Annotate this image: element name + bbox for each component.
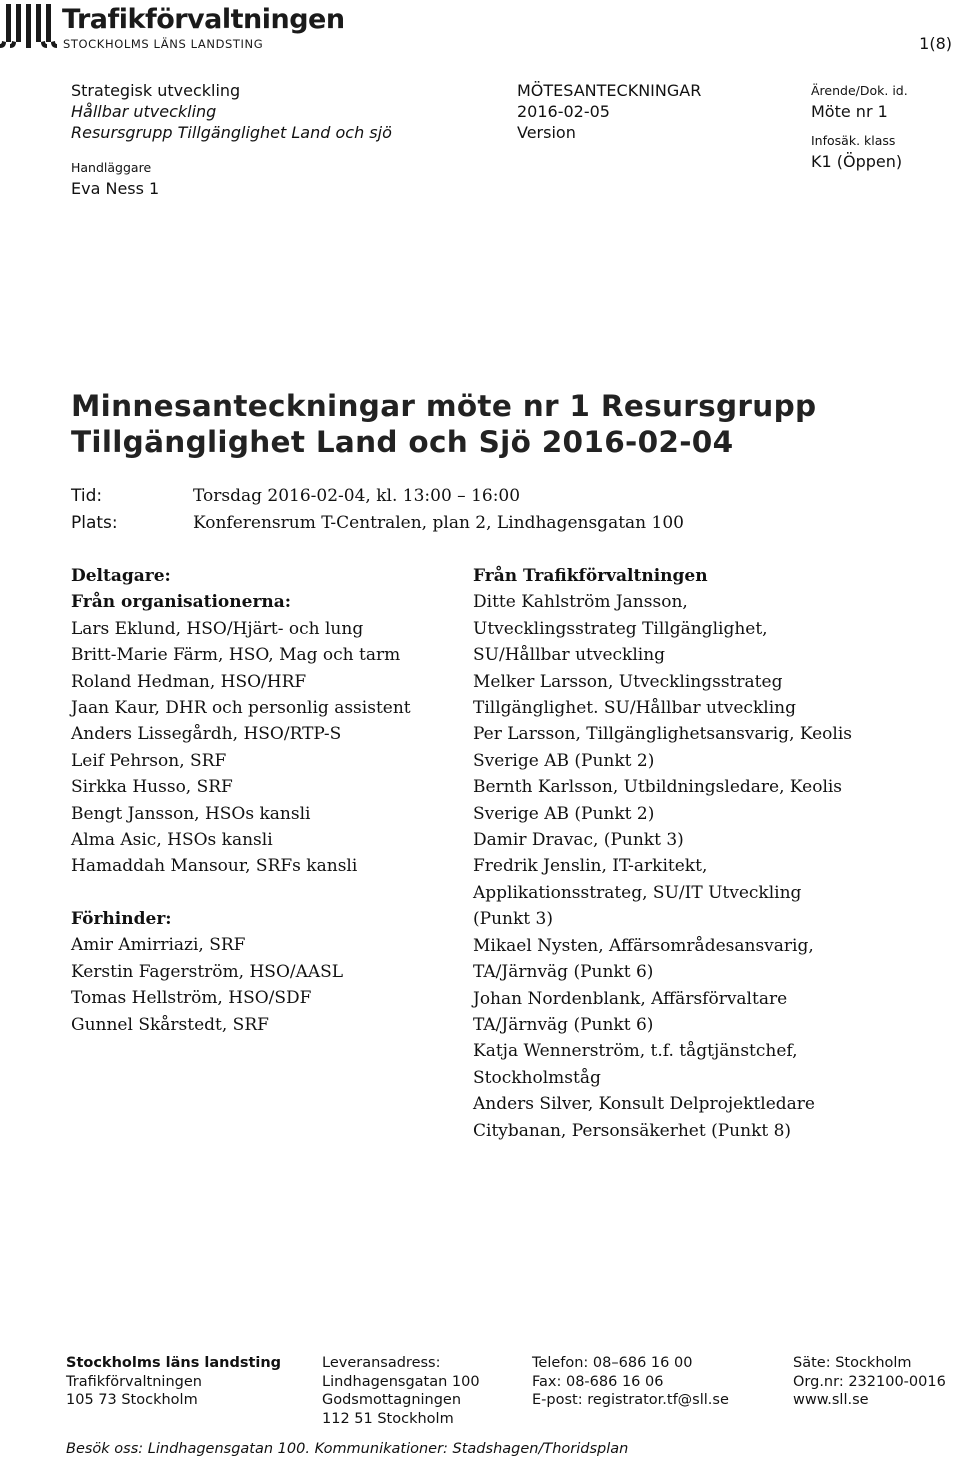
time-row <box>71 486 102 506</box>
footer-registration <box>793 1354 946 1410</box>
footer-org-address: 105 73 Stockholm <box>66 1392 198 1408</box>
place-row <box>71 513 118 533</box>
title-line-2: Tillgänglighet Land och Sjö 2016-02-04 <box>71 425 734 459</box>
brand-name: Trafikförvaltningen <box>62 4 345 35</box>
footer-delivery-street: Lindhagensgatan 100 <box>322 1373 480 1390</box>
tf-line: Citybanan, Personsäkerhet (Punkt 8) <box>473 1120 792 1141</box>
tf-line: TA/Järnväg (Punkt 6) <box>473 962 654 983</box>
unit: Hållbar utveckling <box>71 102 217 121</box>
brand-subtitle: STOCKHOLMS LÄNS LANDSTING <box>63 37 264 51</box>
org-participant: Sirkka Husso, SRF <box>71 777 233 798</box>
handler-name: Eva Ness 1 <box>71 179 160 198</box>
footer-seat: Säte: Stockholm <box>793 1355 912 1371</box>
absent-participant: Gunnel Skårstedt, SRF <box>71 1014 269 1035</box>
absent-participant: Kerstin Fagerström, HSO/AASL <box>71 961 344 982</box>
org-participant: Leif Pehrson, SRF <box>71 750 227 771</box>
footer-delivery <box>322 1354 480 1428</box>
org-participant: Britt-Marie Färm, HSO, Mag och tarm <box>71 645 401 666</box>
spacer <box>71 880 411 906</box>
tf-line: Utvecklingsstrateg Tillgänglighet, <box>473 618 768 639</box>
tf-line: Damir Dravac, (Punkt 3) <box>473 830 684 851</box>
org-participant: Anders Lissegårdh, HSO/RTP-S <box>71 724 342 745</box>
absent-participant: Tomas Hellström, HSO/SDF <box>71 988 312 1009</box>
meta-right <box>811 80 908 172</box>
tf-line: Ditte Kahlström Jansson, <box>473 592 688 613</box>
version-label: Version <box>517 123 576 142</box>
footer-org-name: Stockholms läns landsting <box>66 1355 282 1371</box>
document-title <box>71 388 816 460</box>
place-value: Konferensrum T-Centralen, plan 2, Lindhagensgatan 100 <box>193 513 684 533</box>
tf-line: Anders Silver, Konsult Delprojektledare <box>473 1094 815 1115</box>
tf-line: Melker Larsson, Utvecklingsstrateg <box>473 671 783 692</box>
doc-type: MÖTESANTECKNINGAR <box>517 81 702 100</box>
tf-line: SU/Hållbar utveckling <box>473 645 666 666</box>
group: Resursgrupp Tillgänglighet Land och sjö <box>71 123 392 142</box>
org-participant: Bengt Jansson, HSOs kansli <box>71 803 311 824</box>
doc-date: 2016-02-05 <box>517 102 610 121</box>
absent-participant: Amir Amirriazi, SRF <box>71 935 246 956</box>
footer-fax: Fax: 08-686 16 06 <box>532 1373 664 1390</box>
org-participant: Jaan Kaur, DHR och personlig assistent <box>71 698 411 719</box>
tf-line: Mikael Nysten, Affärsområdesansvarig, <box>473 935 814 956</box>
classification-value: K1 (Öppen) <box>811 152 903 171</box>
tf-line: Tillgänglighet. SU/Hållbar utveckling <box>473 698 796 719</box>
participants-left-column <box>71 563 411 1038</box>
participants-heading: Deltagare: <box>71 566 171 586</box>
tf-line: Per Larsson, Tillgänglighetsansvarig, Keolis <box>473 724 853 745</box>
department: Strategisk utveckling <box>71 81 241 100</box>
meta-left <box>71 80 392 199</box>
logo-mark-icon <box>0 0 58 52</box>
tf-line: Fredrik Jenslin, IT-arkitekt, <box>473 856 708 877</box>
doc-id-label: Ärende/Dok. id. <box>811 83 908 98</box>
tf-heading: Från Trafikförvaltningen <box>473 566 708 586</box>
classification-label: Infosäk. klass <box>811 133 896 148</box>
orgs-heading: Från organisationerna: <box>71 592 292 613</box>
doc-id-value: Möte nr 1 <box>811 102 888 121</box>
footer-phone: Telefon: 08–686 16 00 <box>532 1355 693 1371</box>
place-label: Plats: <box>71 513 118 533</box>
absent-heading: Förhinder: <box>71 908 172 929</box>
footer-website: www.sll.se <box>793 1392 869 1408</box>
meta-middle <box>517 80 701 143</box>
time-value: Torsdag 2016-02-04, kl. 13:00 – 16:00 <box>193 486 521 506</box>
tf-line: Stockholmståg <box>473 1067 601 1088</box>
page-number: 1(8) <box>919 34 952 53</box>
footer-contact <box>532 1354 729 1410</box>
footer-email: E-post: registrator.tf@sll.se <box>532 1392 729 1408</box>
footer-org-number: Org.nr: 232100-0016 <box>793 1373 946 1390</box>
logo <box>0 0 345 52</box>
org-participant: Hamaddah Mansour, SRFs kansli <box>71 856 358 877</box>
tf-line: Bernth Karlsson, Utbildningsledare, Keolis <box>473 777 843 798</box>
org-participant: Alma Asic, HSOs kansli <box>71 830 273 851</box>
tf-line: Sverige AB (Punkt 2) <box>473 803 655 824</box>
participants-right-column <box>473 563 852 1144</box>
footer-delivery-label: Leveransadress: <box>322 1355 441 1371</box>
time-label: Tid: <box>71 486 103 506</box>
tf-line: TA/Järnväg (Punkt 6) <box>473 1014 654 1035</box>
footer-delivery-dept: Godsmottagningen <box>322 1392 462 1408</box>
handler-label: Handläggare <box>71 160 152 175</box>
title-line-1: Minnesanteckningar möte nr 1 Resursgrupp <box>71 389 817 423</box>
footer-org <box>66 1354 281 1410</box>
tf-line: (Punkt 3) <box>473 909 553 930</box>
tf-line: Applikationsstrateg, SU/IT Utveckling <box>473 882 802 903</box>
tf-line: Johan Nordenblank, Affärsförvaltare <box>473 988 788 1009</box>
org-participant: Lars Eklund, HSO/Hjärt- och lung <box>71 618 364 639</box>
footer-org-unit: Trafikförvaltningen <box>66 1373 202 1390</box>
footer-delivery-postal: 112 51 Stockholm <box>322 1410 454 1427</box>
tf-line: Sverige AB (Punkt 2) <box>473 750 655 771</box>
org-participant: Roland Hedman, HSO/HRF <box>71 671 307 692</box>
tf-line: Katja Wennerström, t.f. tågtjänstchef, <box>473 1041 798 1062</box>
footer-visit-info: Besök oss: Lindhagensgatan 100. Kommunikationer: Stadshagen/Thoridsplan <box>66 1441 629 1457</box>
